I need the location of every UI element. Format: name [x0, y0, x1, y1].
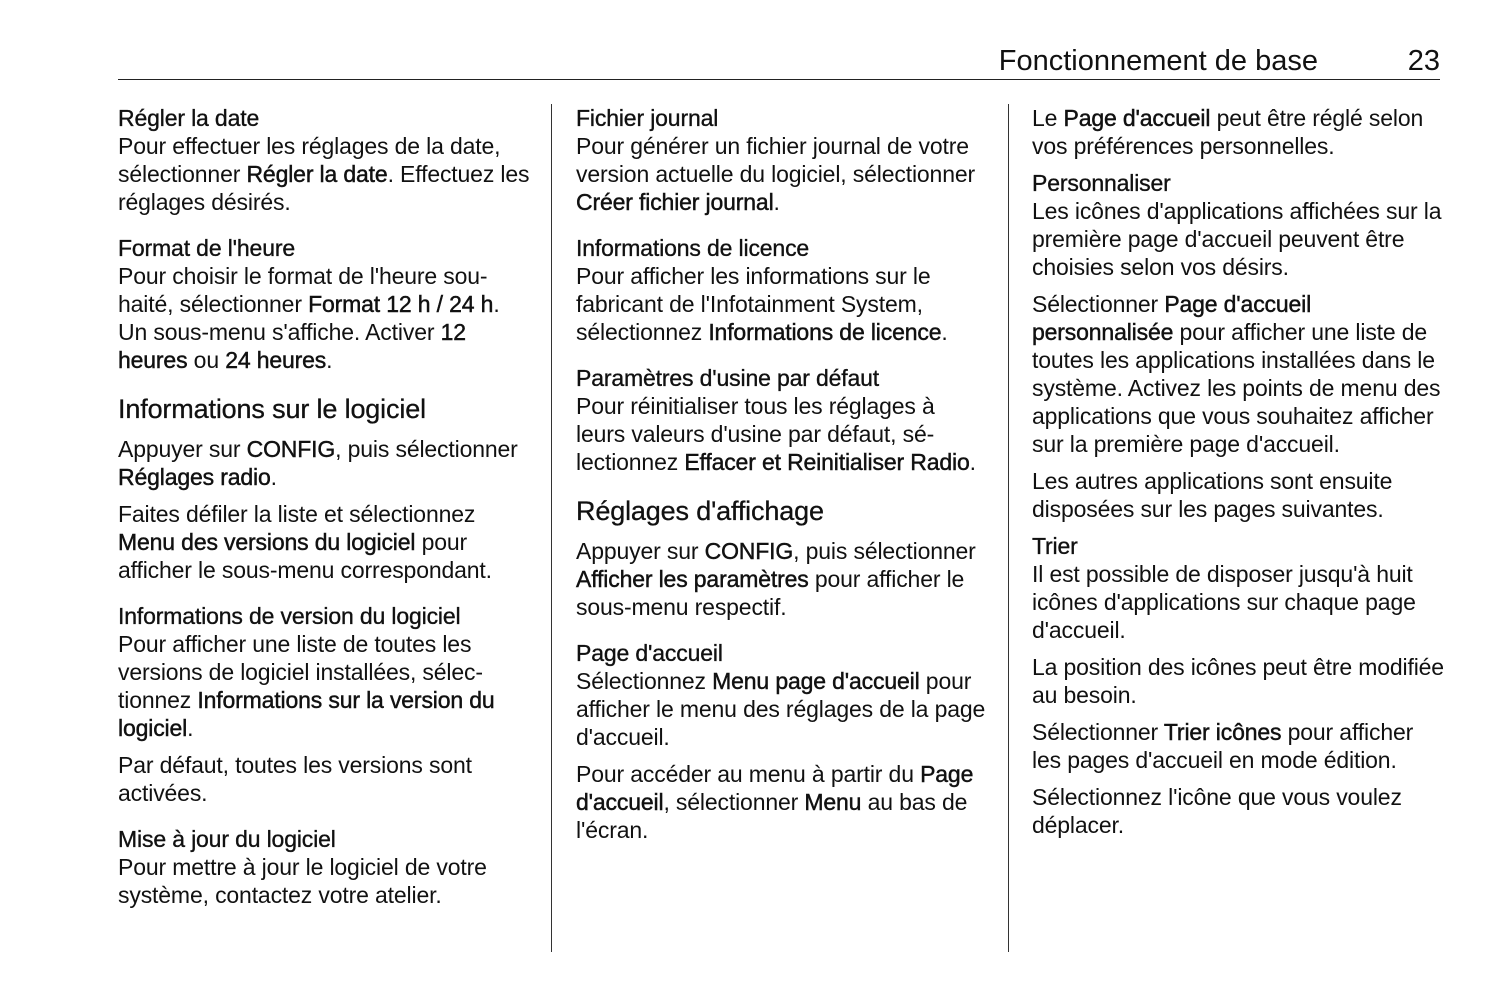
- section-heading: Informations sur le logiciel: [118, 394, 426, 424]
- section-heading: Réglages d'affichage: [576, 496, 824, 526]
- paragraph: La position des icônes peut être modifiée au besoin.: [1032, 654, 1444, 708]
- text: Pour accéder au menu à partir du: [576, 761, 921, 787]
- text: Appuyer sur: [576, 538, 705, 564]
- text: pour afficher une liste de toutes les applications installées dans le système. Activez les points de menu des applications que vous souhaitez afficher sur la première page d'accueil.: [1032, 319, 1441, 457]
- subheading: Informations de licence: [576, 235, 810, 261]
- menu-term: Format 12 h / 24 h: [308, 291, 494, 317]
- paragraph: [1032, 104, 1444, 160]
- menu-term: 12 heures: [118, 319, 466, 373]
- page-number: 23: [1407, 45, 1440, 77]
- text: , sélectionner: [663, 789, 805, 815]
- subheading: Mise à jour du logiciel: [118, 826, 336, 852]
- menu-term: Effacer et Reinitialiser Radio: [684, 449, 970, 475]
- section-licence: [576, 234, 986, 346]
- menu-term: CONFIG: [246, 436, 336, 462]
- paragraph: Les icônes d'applications affichées sur la première page d'accueil peuvent être choisies selon vos désirs.: [1032, 198, 1442, 280]
- text: pour afficher le sous-menu correspondant.: [118, 529, 492, 583]
- text: , puis sélectionner: [793, 538, 976, 564]
- menu-term: 24 heures: [225, 347, 327, 373]
- text: pour afficher le sous-menu respectif.: [576, 566, 965, 620]
- section-page-accueil: [576, 639, 986, 844]
- text: Le: [1032, 105, 1064, 131]
- text: pour afficher les pages d'accueil en mode édition.: [1032, 719, 1414, 773]
- text: . Effectuez les réglages désirés.: [118, 161, 530, 215]
- paragraph: [118, 500, 530, 584]
- section-format-heure: [118, 234, 530, 374]
- text: ou: [187, 347, 226, 373]
- text: . Un sous-menu s'affiche. Activer: [118, 291, 500, 345]
- paragraph: Par défaut, toutes les versions sont activées.: [118, 752, 472, 806]
- column-2: [576, 104, 986, 844]
- section-mise-a-jour: [118, 825, 530, 909]
- text: au bas de l'écran.: [576, 789, 968, 843]
- paragraph: Sélectionnez l'icône que vous voulez déplacer.: [1032, 784, 1402, 838]
- paragraph: [1032, 290, 1444, 458]
- menu-term: Afficher les paramètres: [576, 566, 809, 592]
- menu-term: Page d'accueil personnalisée: [1032, 291, 1312, 345]
- header-title: Fonctionnement de base: [998, 45, 1318, 77]
- section-personnaliser: [1032, 169, 1444, 523]
- text: .: [941, 319, 948, 345]
- section-fichier-journal: [576, 104, 986, 216]
- section-regler-date: [118, 104, 530, 216]
- section-trier: [1032, 532, 1444, 839]
- text: , puis sélectionner: [335, 436, 518, 462]
- menu-term: CONFIG: [704, 538, 794, 564]
- menu-term: Page d'accueil: [576, 761, 974, 815]
- text: Sélectionnez: [576, 668, 713, 694]
- paragraph: [118, 132, 530, 216]
- menu-term: Réglages radio: [118, 464, 271, 490]
- text: Faites défiler la liste et sélectionnez: [118, 501, 476, 527]
- text: Sélectionner: [1032, 719, 1164, 745]
- menu-term: Page d'accueil: [1063, 105, 1211, 131]
- paragraph: [576, 262, 986, 346]
- subheading: Trier: [1032, 533, 1078, 559]
- section-version-logiciel: [118, 602, 530, 807]
- text: Pour générer un fichier journal de votre version actuelle du logiciel, sélectionner: [576, 133, 975, 187]
- column-1: [118, 104, 530, 909]
- section-parametres-usine: [576, 364, 986, 476]
- text: Appuyer sur: [118, 436, 247, 462]
- subheading: Page d'accueil: [576, 640, 723, 666]
- text: Pour choisir le format de l'heure souhaité, sélectionner: [118, 263, 488, 317]
- text: Sélectionner: [1032, 291, 1165, 317]
- paragraph: Pour mettre à jour le logiciel de votre système, contactez votre atelier.: [118, 854, 487, 908]
- text: .: [969, 449, 976, 475]
- paragraph: [118, 435, 530, 491]
- subheading: Personnaliser: [1032, 170, 1171, 196]
- paragraph: [576, 392, 986, 476]
- paragraph: [1032, 718, 1444, 774]
- menu-term: Créer fichier journal: [576, 189, 774, 215]
- subheading: Informations de version du logiciel: [118, 603, 461, 629]
- menu-term: Informations sur la version du logiciel: [118, 687, 495, 741]
- subheading: Régler la date: [118, 105, 260, 131]
- text: .: [187, 715, 194, 741]
- text: .: [773, 189, 780, 215]
- text: Pour réinitialiser tous les réglages à leurs valeurs d'usine par défaut, sélectionnez: [576, 393, 935, 475]
- paragraph: [576, 667, 986, 751]
- menu-term: Informations de licence: [708, 319, 942, 345]
- section-informations-logiciel: [118, 392, 530, 584]
- subheading: Format de l'heure: [118, 235, 295, 261]
- subheading: Paramètres d'usine par défaut: [576, 365, 880, 391]
- column-3: [1032, 104, 1444, 839]
- menu-term: Menu des versions du logiciel: [118, 529, 416, 555]
- menu-term: Trier icônes: [1163, 719, 1282, 745]
- section-reglages-affichage: [576, 494, 986, 621]
- text: .: [326, 347, 333, 373]
- column-divider-1: [551, 104, 552, 952]
- page-header: [118, 42, 1440, 80]
- text: Pour afficher les informations sur le fabricant de l'Infotainment System, sélectionnez: [576, 263, 931, 345]
- paragraph: Il est possible de disposer jusqu'à huit icônes d'applications sur chaque page d'accueil.: [1032, 561, 1416, 643]
- subheading: Fichier journal: [576, 105, 719, 131]
- column-divider-2: [1008, 104, 1009, 952]
- text: .: [270, 464, 277, 490]
- paragraph: Les autres applications sont ensuite disposées sur les pages suivantes.: [1032, 468, 1393, 522]
- text: peut être réglé selon vos préférences personnelles.: [1032, 105, 1424, 159]
- paragraph: [118, 262, 530, 374]
- paragraph: [576, 132, 986, 216]
- paragraph: [118, 630, 530, 742]
- menu-term: Régler la date: [246, 161, 388, 187]
- text: Pour afficher une liste de toutes les versions de logiciel installées, sélectionnez: [118, 631, 484, 713]
- menu-term: Menu page d'accueil: [712, 668, 920, 694]
- menu-term: Menu: [804, 789, 862, 815]
- paragraph: [576, 537, 986, 621]
- header-divider: [118, 79, 1440, 80]
- paragraph: [576, 760, 986, 844]
- text: pour afficher le menu des réglages de la page d'accueil.: [576, 668, 986, 750]
- text: Pour effectuer les réglages de la date, sélectionner: [118, 133, 501, 187]
